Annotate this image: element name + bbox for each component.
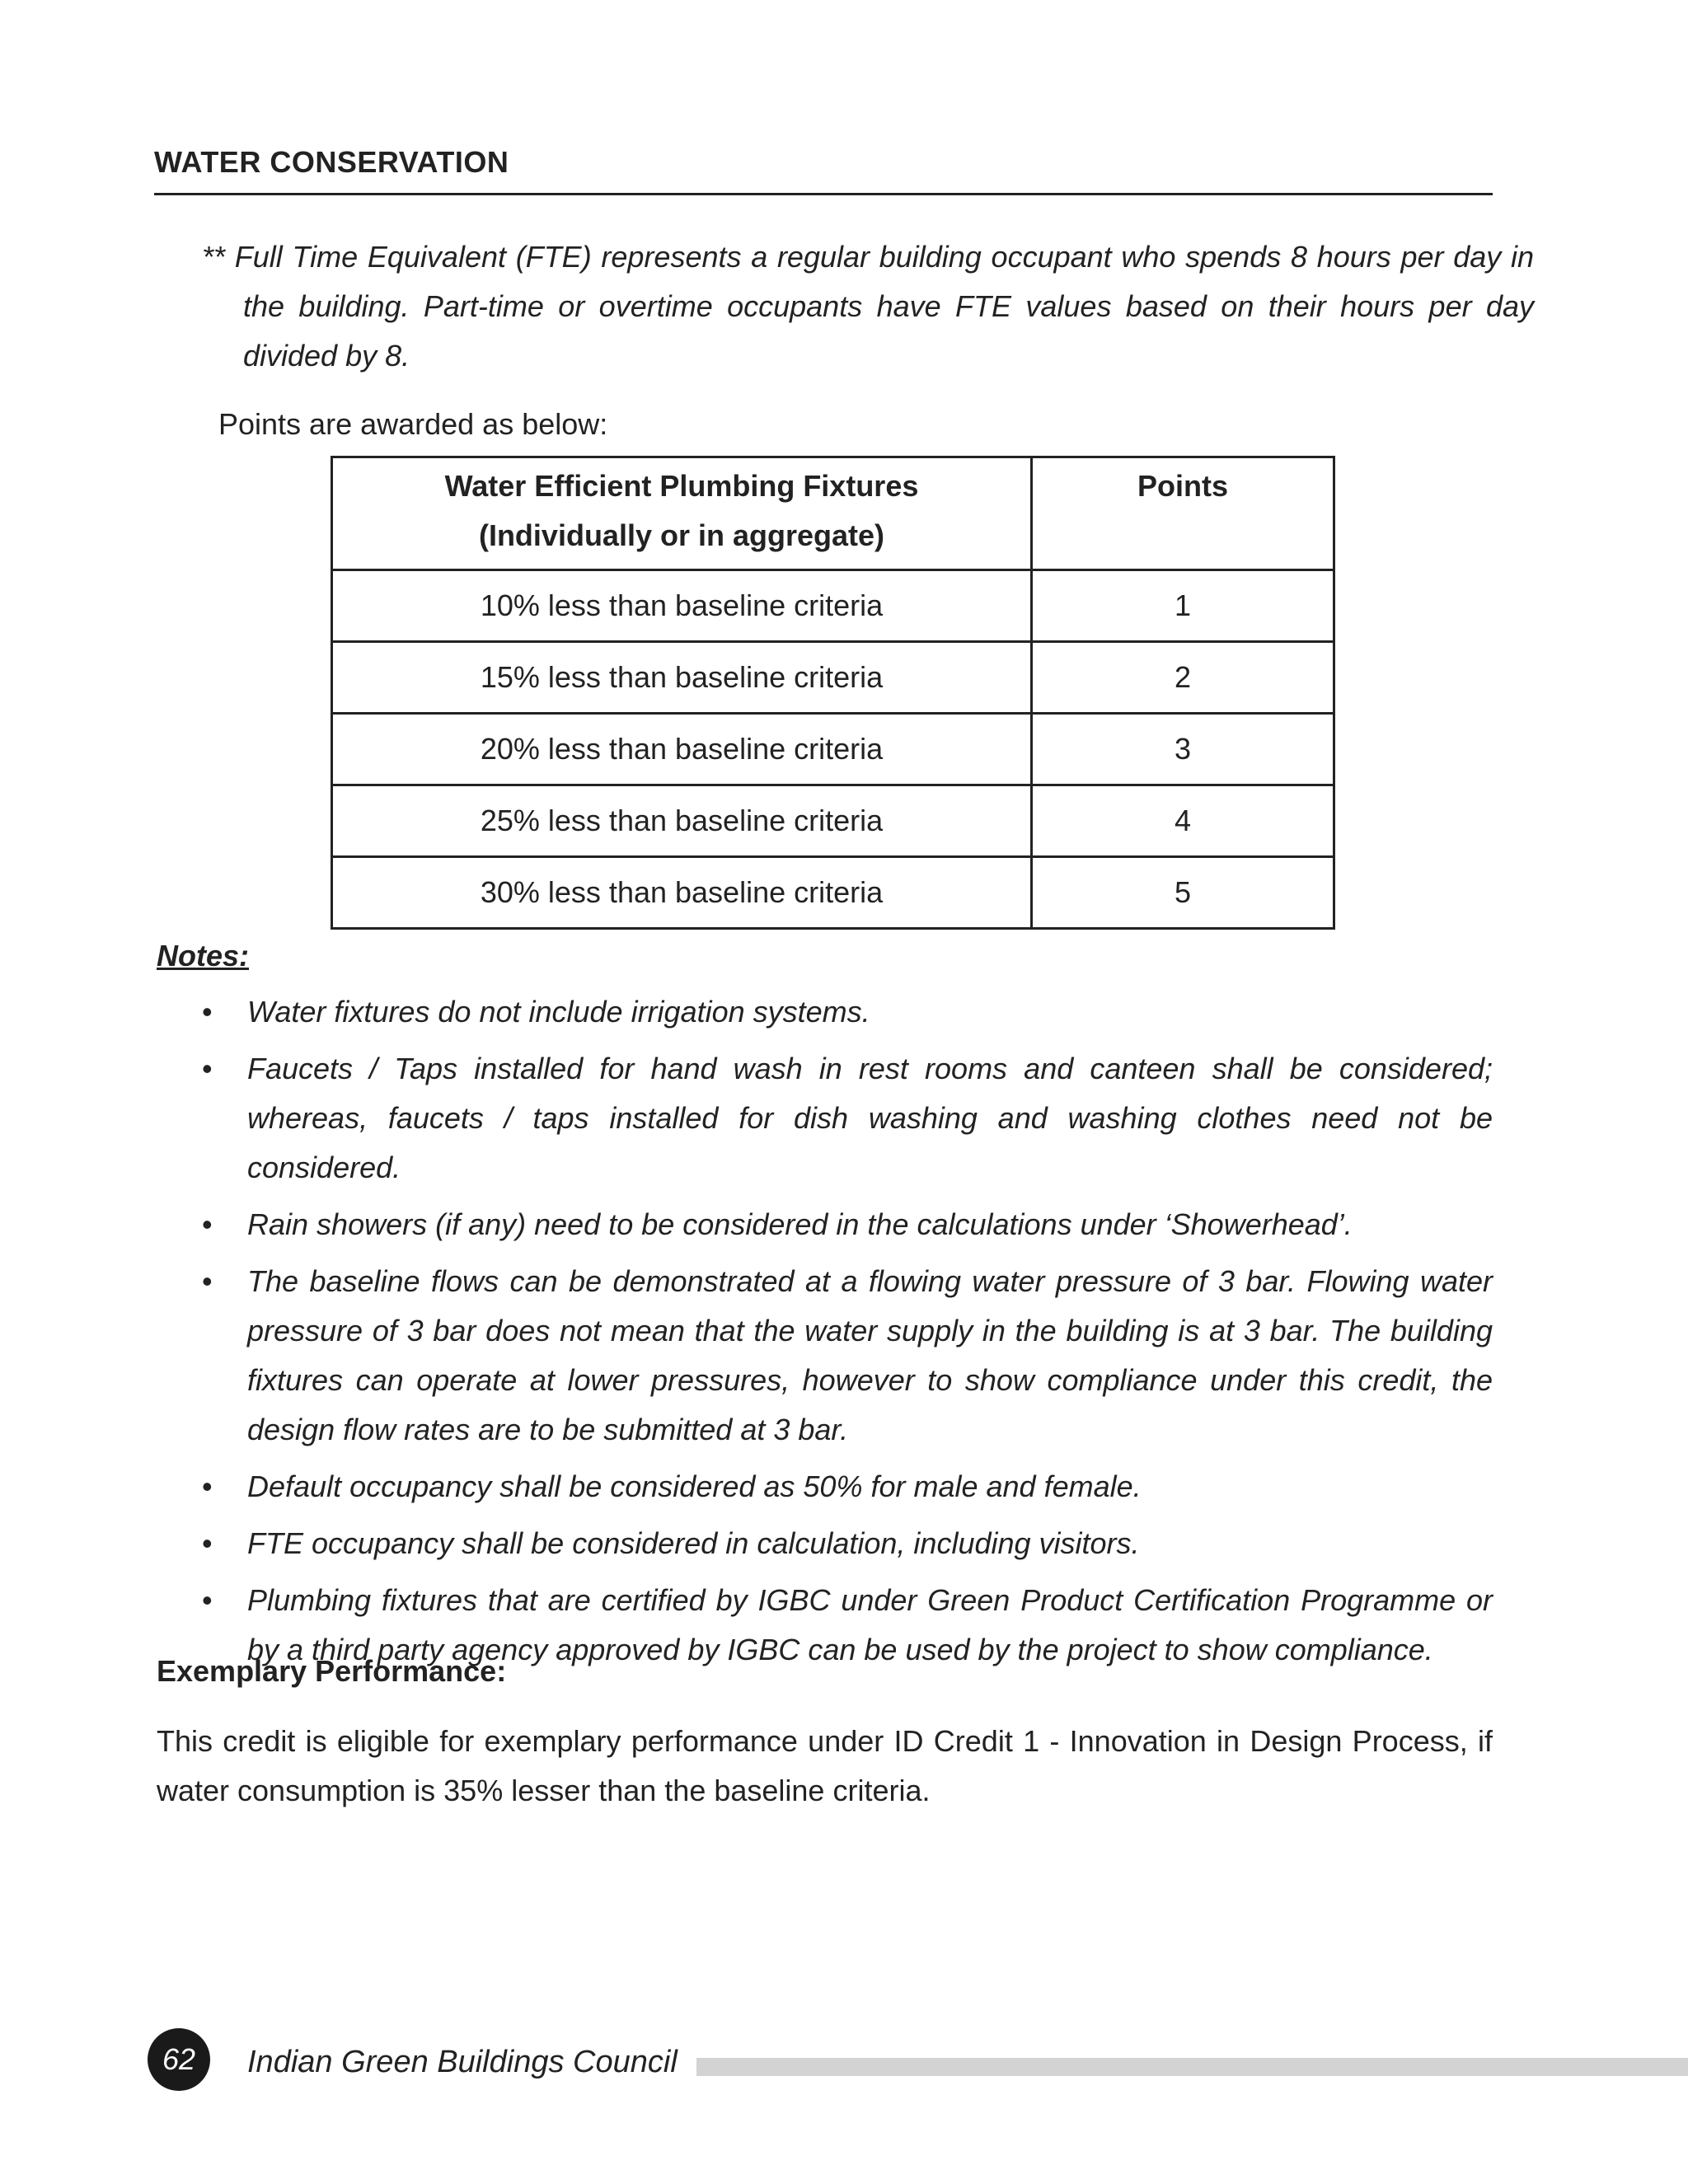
bullet-icon: • <box>202 1052 213 1085</box>
criteria-header-line2: (Individually or in aggregate) <box>478 518 885 552</box>
criteria-cell: 30% less than baseline criteria <box>332 857 1032 929</box>
exemplary-performance-body: This credit is eligible for exemplary performance under ID Credit 1 - Innovation in Design Process, if water consumption is 35% lesser than the baseline criteria. <box>157 1724 1493 1807</box>
note-text: Plumbing fixtures that are certified by IGBC under Green Product Certification Programme or by a third party agency approved by IGBC can be used by the project to show compliance. <box>247 1583 1493 1666</box>
table-row <box>332 714 1334 785</box>
points-column-header: Points <box>1032 457 1334 570</box>
points-cell: 4 <box>1032 785 1334 857</box>
fte-footnote: ** Full Time Equivalent (FTE) represents a regular building occupant who spends 8 hours per day in the building. Part-time or overtime occupants have FTE values based on their hours per day divided by 8. <box>202 240 1534 373</box>
note-text: Rain showers (if any) need to be considered in the calculations under ‘Showerhead’. <box>247 1207 1353 1241</box>
list-item <box>198 1257 1493 1455</box>
list-item <box>198 1519 1493 1568</box>
note-text: The baseline flows can be demonstrated at a flowing water pressure of 3 bar. Flowing water pressure of 3 bar does not mean that the water supply in the building is at 3 bar. The building fixtures can operate at lower pressures, however to show compliance under this credit, the design flow rates are to be submitted at 3 bar. <box>247 1264 1493 1446</box>
bullet-icon: • <box>202 1583 213 1617</box>
list-item <box>198 1044 1493 1193</box>
criteria-cell: 20% less than baseline criteria <box>332 714 1032 785</box>
criteria-column-header <box>332 457 1032 570</box>
points-cell: 5 <box>1032 857 1334 929</box>
points-table <box>331 456 1335 930</box>
bullet-icon: • <box>202 1469 213 1503</box>
note-text: FTE occupancy shall be considered in calculation, including visitors. <box>247 1526 1140 1560</box>
bullet-icon: • <box>202 1264 213 1298</box>
list-item <box>198 987 1493 1037</box>
page-number-badge: 62 <box>148 2028 210 2091</box>
footer-bar <box>696 2058 1688 2076</box>
notes-heading: Notes: <box>157 939 250 972</box>
points-cell: 3 <box>1032 714 1334 785</box>
bullet-icon: • <box>202 995 213 1029</box>
table-row <box>332 785 1334 857</box>
note-text: Faucets / Taps installed for hand wash in rest rooms and canteen shall be considered; whereas, faucets / taps installed for dish washing and washing clothes need not be considered. <box>247 1052 1493 1184</box>
criteria-cell: 15% less than baseline criteria <box>332 642 1032 714</box>
bullet-icon: • <box>202 1207 213 1241</box>
footer-organization: Indian Green Buildings Council <box>247 2045 678 2079</box>
points-table-header-row <box>332 457 1334 570</box>
note-text: Default occupancy shall be considered as 50% for male and female. <box>247 1469 1142 1503</box>
notes-list <box>198 987 1493 1682</box>
table-row <box>332 857 1334 929</box>
exemplary-performance-heading: Exemplary Performance: <box>157 1654 507 1688</box>
points-intro: Points are awarded as below: <box>218 407 608 441</box>
points-cell: 2 <box>1032 642 1334 714</box>
table-row <box>332 570 1334 642</box>
criteria-cell: 10% less than baseline criteria <box>332 570 1032 642</box>
note-text: Water fixtures do not include irrigation systems. <box>247 995 870 1029</box>
list-item <box>198 1462 1493 1511</box>
list-item <box>198 1200 1493 1249</box>
table-row <box>332 642 1334 714</box>
criteria-cell: 25% less than baseline criteria <box>332 785 1032 857</box>
points-cell: 1 <box>1032 570 1334 642</box>
bullet-icon: • <box>202 1526 213 1560</box>
section-header: WATER CONSERVATION <box>154 145 1493 195</box>
criteria-header-line1: Water Efficient Plumbing Fixtures <box>444 469 919 503</box>
